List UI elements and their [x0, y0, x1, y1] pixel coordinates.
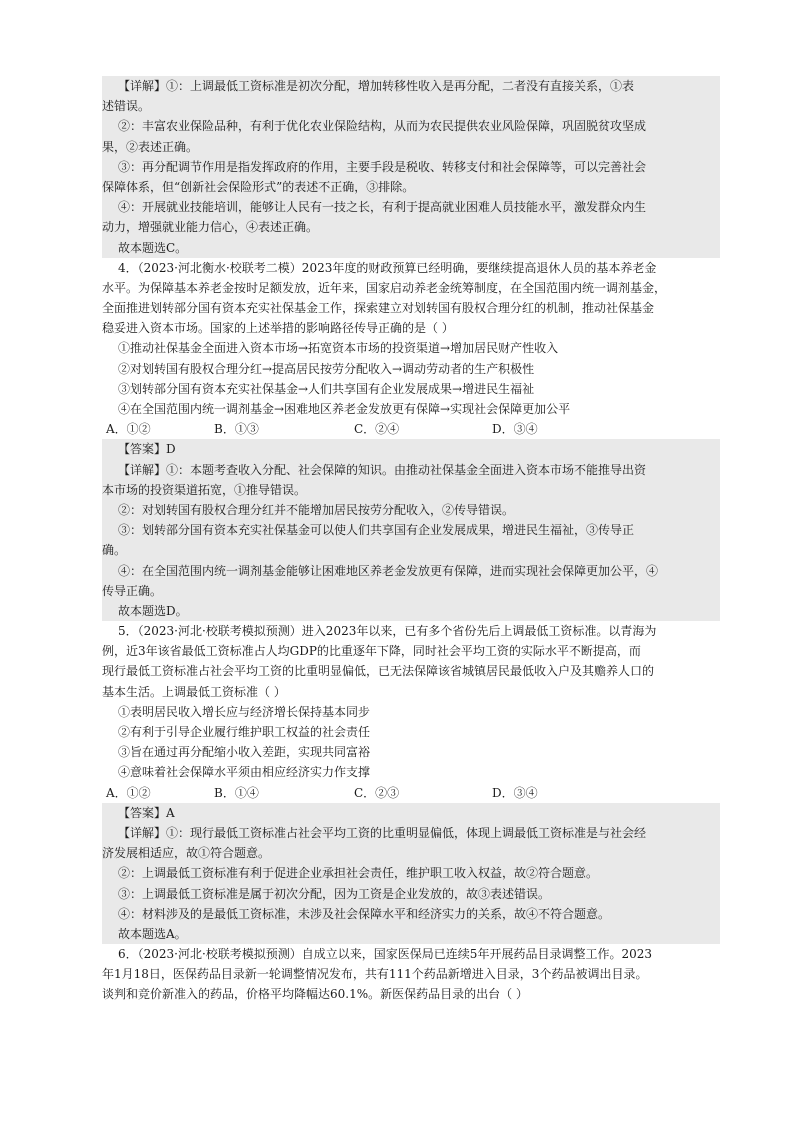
q4-explain-line: 本市场的投资渠道拓宽，①推导错误。 [102, 480, 720, 500]
question-5 [102, 621, 720, 944]
q4-choice-2: ②对划转国有股权合理分红→提高居民按劳分配收入→调动劳动者的生产积极性 [118, 361, 535, 376]
q4-explain-line: 确。 [102, 540, 720, 560]
q4-choice-4: ④在全国范围内统一调剂基金→困难地区养老金发放更有保障→实现社会保障更加公平 [118, 402, 571, 416]
q3-explain-line: 述错误。 [102, 96, 720, 116]
q3-conclusion: 故本题选C。 [102, 238, 720, 258]
q4-explain-line: ④：在全国范围内统一调剂基金能够让困难地区养老金发放更有保障，进而实现社会保障更加公平，④ [102, 561, 720, 581]
q4-stem-line: 全面推进划转部分国有资本充实社保基金工作，探索建立对划转国有股权合理分红的机制，推动社保基金 [102, 301, 655, 316]
q3-explain-line: ②：丰富农业保险品种，有利于优化农业保险结构，从而为农民提供农业风险保障，巩固脱贫攻坚成 [102, 116, 720, 136]
q4-options [102, 419, 720, 439]
q6-stem-line: 6．（2023·河北·校联考模拟预测）自成立以来，国家医保局已连续5年开展药品目录调整工作。2023 [118, 947, 652, 962]
q5-explain-line: 济发展相适应，故①符合题意。 [102, 843, 720, 863]
q4-conclusion: 故本题选D。 [102, 601, 720, 621]
q5-choice-3: ③旨在通过再分配缩小收入差距，实现共同富裕 [118, 745, 371, 760]
q5-explain-line: ②：上调最低工资标准有利于促进企业承担社会责任，维护职工收入权益，故②符合题意。 [102, 863, 720, 883]
q4-stem-line: 水平。为保障基本养老金按时足额发放，近年来，国家启动养老金统筹制度，在全国范围内统一调剂基金， [102, 280, 667, 295]
question-4 [102, 258, 720, 621]
q3-explain-line: 动力，增强就业能力信心，④表述正确。 [102, 217, 720, 237]
q6-stem-line: 谈判和竞价新准入的药品，价格平均降幅达60.1%。新医保药品目录的出台（ ） [102, 987, 528, 1002]
q4-option-d: D．③④ [492, 422, 538, 437]
q4-choice-1: ①推动社保基金全面进入资本市场→拓宽资本市场的投资渠道→增加居民财产性收入 [118, 341, 559, 356]
q5-stem-line: 例，近3年该省最低工资标准占人均GDP的比重逐年下降，同时社会平均工资的实际水平不断提高，而 [102, 644, 641, 659]
q5-conclusion: 故本题选A。 [102, 924, 720, 944]
q4-option-c: C．②④ [354, 422, 400, 437]
q4-choice-3: ③划转部分国有资本充实社保基金→人们共享国有企业发展成果→增进民生福祉 [118, 381, 535, 396]
q5-stem-line: 5．（2023·河北·校联考模拟预测）进入2023年以来，已有多个省份先后上调最低工资标准。以青海为 [118, 624, 657, 639]
q4-stem-line: 稳妥进入资本市场。国家的上述举措的影响路径传导正确的是（ ） [102, 321, 454, 336]
q4-explain-line: ③：划转部分国有资本充实社保基金可以使人们共享国有企业发展成果，增进民生福祉，③传导正 [102, 520, 720, 540]
question-6 [102, 944, 720, 1005]
q5-option-b: B．①④ [214, 785, 259, 800]
q5-option-c: C．②③ [354, 785, 400, 800]
q5-options [102, 783, 720, 803]
q3-explain-line: ③：再分配调节作用是指发挥政府的作用，主要手段是税收、转移支付和社会保障等，可以完善社会 [102, 157, 720, 177]
q5-option-a: A．①② [106, 785, 151, 800]
q4-explain-line: 传导正确。 [102, 581, 720, 601]
q4-explain-line: ②：对划转国有股权合理分红并不能增加居民按劳分配收入，②传导错误。 [102, 500, 720, 520]
q3-explain-line: ④：开展就业技能培训，能够让人民有一技之长，有利于提高就业困难人员技能水平，激发群众内生 [102, 197, 720, 217]
q5-explain-line: 【详解】①：现行最低工资标准占社会平均工资的比重明显偏低，体现上调最低工资标准是与社会经 [102, 823, 720, 843]
q5-stem-line: 现行最低工资标准占社会平均工资的比重明显偏低，已无法保障该省城镇居民最低收入户及其赡养人口的 [102, 664, 655, 679]
q5-stem-line: 基本生活。上调最低工资标准（ ） [102, 684, 286, 699]
q5-option-d: D．③④ [492, 785, 538, 800]
q4-stem-line: 4．（2023·河北衡水·校联考二模）2023年度的财政预算已经明确，要继续提高退休人员的基本养老金 [118, 260, 657, 275]
q3-explanation [102, 76, 720, 258]
q5-explain-line: ③：上调最低工资标准是属于初次分配，因为工资是企业发放的，故③表述错误。 [102, 884, 720, 904]
q3-explain-line: 果，②表述正确。 [102, 137, 720, 157]
q5-choice-1: ①表明居民收入增长应与经济增长保持基本同步 [118, 704, 371, 719]
q6-stem-line: 年1月18日，医保药品目录新一轮调整情况发布，共有111个药品新增进入目录，3个药品被调出目录。 [102, 967, 648, 982]
q4-option-b: B．①③ [214, 422, 259, 437]
q4-explain-line: 【详解】①：本题考查收入分配、社会保障的知识。由推动社保基金全面进入资本市场不能推导出资 [102, 460, 720, 480]
q3-explain-line: 保障体系，但“创新社会保险形式”的表述不正确，③排除。 [102, 177, 720, 197]
q4-option-a: A．①② [106, 422, 151, 437]
q3-explain-line: 【详解】①：上调最低工资标准是初次分配，增加转移性收入是再分配，二者没有直接关系，①表 [102, 76, 720, 96]
q4-answer: 【答案】D [102, 439, 720, 459]
q5-choice-4: ④意味着社会保障水平须由相应经济实力作支撑 [118, 765, 371, 780]
document-content [102, 76, 720, 1005]
q5-explain-line: ④：材料涉及的是最低工资标准，未涉及社会保障水平和经济实力的关系，故④不符合题意。 [102, 904, 720, 924]
q5-choice-2: ②有利于引导企业履行维护职工权益的社会责任 [118, 725, 371, 739]
q5-answer: 【答案】A [102, 803, 720, 823]
